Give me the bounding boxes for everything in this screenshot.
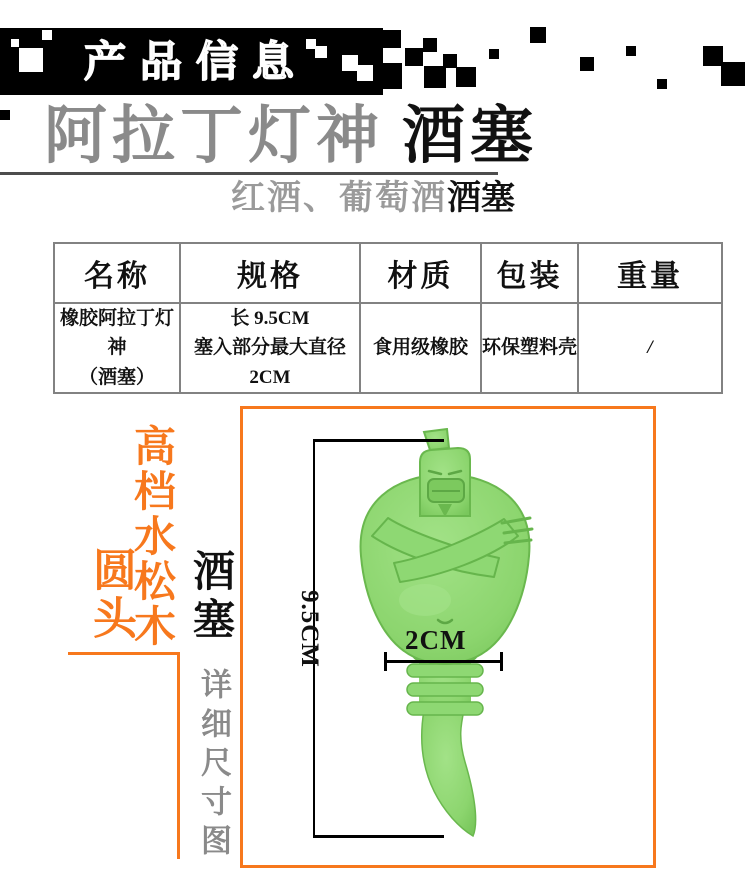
- width-dimension-line: [385, 660, 503, 663]
- col-header-name: 名称: [54, 243, 180, 303]
- page-subtitle: [231, 181, 591, 217]
- orange-divider-vertical: [177, 652, 180, 859]
- page-title-category: 酒塞: [402, 101, 538, 171]
- spec-table-header-row: [54, 243, 722, 303]
- cell-spec-line2: 塞入部分最大直径2CM: [193, 337, 346, 388]
- cell-name: [54, 303, 180, 393]
- subtitle-category: 酒塞: [447, 180, 515, 217]
- subtitle-usage: 红酒、葡萄酒: [231, 180, 447, 217]
- cell-spec-line1: 长 9.5CM: [230, 308, 310, 329]
- cell-spec: [180, 303, 360, 393]
- spec-table: [53, 242, 723, 394]
- height-dimension-tick-bottom: [313, 835, 444, 838]
- vertical-text-premium-cork: 高档水松木: [128, 424, 174, 649]
- col-header-packaging: 包装: [481, 243, 578, 303]
- height-dimension-label: 9.5CM: [296, 590, 323, 668]
- title-underline: [0, 172, 498, 175]
- cell-packaging: 环保塑料壳: [481, 303, 578, 393]
- vertical-text-stopper: 酒塞: [187, 549, 233, 645]
- banner-title: 产品信息: [84, 38, 309, 85]
- cell-weight: /: [578, 303, 722, 393]
- vertical-text-round-head: 圆头: [86, 547, 135, 643]
- height-dimension-tick-top: [313, 439, 444, 442]
- page-title: [44, 100, 744, 172]
- col-header-material: 材质: [360, 243, 481, 303]
- orange-divider-horizontal: [68, 652, 180, 655]
- spec-table-data-row: [54, 303, 722, 393]
- cell-name-line1: 橡胶阿拉丁灯神: [59, 308, 174, 359]
- page-title-product: 阿拉丁灯神: [44, 101, 384, 171]
- width-dimension-label: 2CM: [405, 625, 467, 655]
- width-dimension-tick-left: [384, 652, 387, 671]
- col-header-spec: 规格: [180, 243, 360, 303]
- vertical-text-detail-size: 详细尺寸图: [196, 668, 231, 863]
- col-header-weight: 重量: [578, 243, 722, 303]
- cell-material: 食用级橡胶: [360, 303, 481, 393]
- cell-name-line2: （酒塞）: [78, 366, 155, 388]
